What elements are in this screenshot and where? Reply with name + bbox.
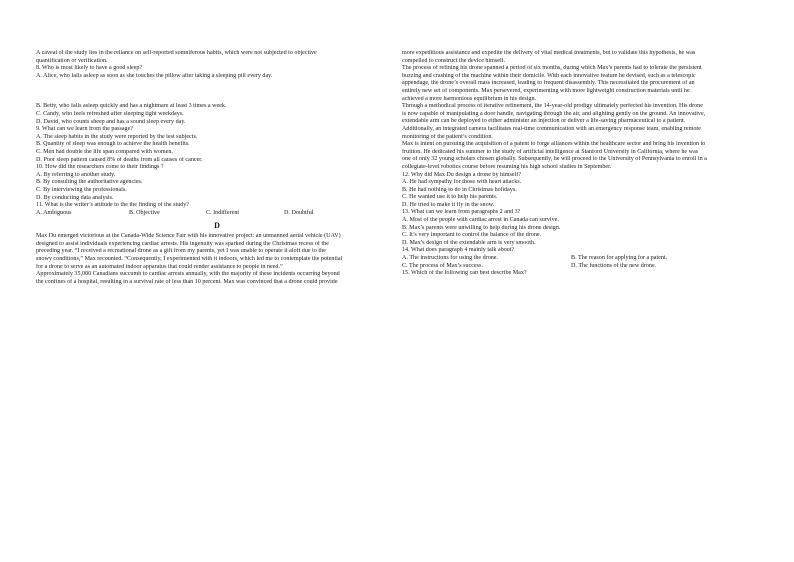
q9-option-a: A. The sleep habits in the study were reported by the test subjects. [36,133,198,140]
q8-option-d: D. David, who counts sheep and has a sound sleep every day. [36,118,186,125]
question-11: 11. What is the writer’s attitude to the the finding of the study? [36,202,190,209]
q11-option-d: D. Doubtful [284,209,314,216]
q14-option-c: C. The process of Max’s success. [402,262,483,269]
passage-line: designed to assist individuals experiencing cardiac arrests. His ingenuity was sparked during the Christmas recess of the [36,240,329,247]
q10-option-c: C. By interviewing the professionals. [36,186,127,193]
passage-line: monitoring of the patient’s condition. [402,133,493,140]
q13-option-d: D. Max’s design of the extendable arm is very smooth. [402,239,536,246]
section-heading-d: D [214,221,220,231]
question-12: 12. Why did Max Du design a drone by himself? [402,171,522,178]
q13-option-b: B. Max’s parents were unwilling to help during his drone design. [402,224,561,231]
passage-line: Approximately 35,000 Canadians succumb to cardiac arrests annually, with the majority of these incidents occurring beyond [36,271,340,278]
question-9: 9. What can we learn from the passage? [36,126,134,133]
question-13: 13. What can we learn from paragraphs 2 and 3? [402,209,521,216]
question-8: 8. Who is most likely to have a good sleep? [36,65,143,72]
q14-options-row-2 [402,263,764,271]
q9-option-b: B. Quantity of sleep was enough to achieve the health benefits. [36,141,190,148]
q12-option-b: B. He had nothing to do in Christmas holidays. [402,186,517,193]
q10-option-d: D. By conducting data analysis. [36,194,114,201]
q11-option-b: B. Objective [129,209,160,216]
q14-option-d: D. The functions of the new drone. [571,262,657,269]
passage-line: collegiate-level robotics course before resuming his high school studies in September. [402,163,612,170]
passage-line: achieved a more harmonious equilibrium in his design. [402,95,537,102]
passage-line: for a drone to serve as an automated indoor apparatus that could render assistance to people in need.” [36,263,283,270]
q12-option-a: A. He had sympathy for those with heart attacks. [402,179,522,186]
passage-line: more expeditious assistance and expedite the delivery of vital medical treatments, but to validate this hypothesis, he was [402,50,696,56]
passage-line: extendable arm can be deployed to either administer an injection or deliver a life-saving pharmaceutical to a patient. [402,118,686,125]
passage-line: Max Du emerged victorious at the Canada-Wide Science Fair with his innovative project: an unmanned aerial vehicle (UAV) [36,233,341,240]
q8-option-a: A. Alice, who falls asleep as soon as she touches the pillow after taking a sleeping pill every day. [36,72,273,79]
passage-line: one of only 32 young scholars chosen globally. Subsequently, he will proceed to the University of Pennsylvania to enroll in a [402,156,707,163]
q11-option-c: C. Indifferent [206,209,240,216]
passage-line: the confines of a hospital, resulting in a survival rate of less than 10 percent. Max was convinced that a drone could provide [36,278,338,285]
left-column [36,50,398,286]
caveat-line-1: A caveat of the study lies in the reliance on self-reported somniferous habits, which were not subjected to objective [36,50,317,56]
passage-line: snowy conditions,” Max recounted. “Consequently, I experimented with it indoors, which led me to contemplate the potential [36,256,343,263]
question-14: 14. What does paragraph 4 mainly talk about? [402,247,515,254]
q10-option-a: A. By referring to another study. [36,171,116,178]
passage-line: buzzing and crashing of the machine within their domicile. With each innovative feature he devised, such as a telescopic [402,72,696,79]
question-10: 10. How did the researchers come to their findings ? [36,164,164,171]
passage-line: is now capable of manipulating a door handle, navigating through the air, and alighting gently on the ground. An innovative, [402,110,706,117]
q8-option-b: B. Betty, who falls asleep quickly and has a nightmare at least 3 times a week. [36,103,227,110]
q11-option-a: A. Ambiguous [36,209,72,216]
passage-line: appendage, the drone’s overall mass increased, leading to frequent disassembly. This necessitated the procurement of an [402,80,695,87]
q14-options-row-1 [402,255,764,263]
passage-line: Max is intent on pursuing the acquisition of a patent to forge alliances within the healthcare sector and bring his invention to [402,141,706,148]
right-column [402,50,764,278]
q11-options-row [36,210,398,218]
q12-option-d: D. He tried to make it fly in the snow. [402,201,495,208]
passage-line: fruition. He dedicated his summer to the study of artificial intelligence at Stanford University in California, where he was [402,148,699,155]
passage-line: preceding year. “I received a recreational drone as a gift from my parents, yet I was unable to operate it aloft due to the [36,248,326,255]
q10-option-b: B. By consulting the authoritative agencies. [36,179,143,186]
passage-line: Through a methodical process of iterative refinement, the 14-year-old prodigy ultimately perfected his invention. His drone [402,103,703,110]
q13-option-c: C. It’s very important to control the balance of the drone. [402,232,542,239]
question-15: 15. Which of the following can best describe Max? [402,270,527,277]
caveat-line-2: quantification or verification. [36,57,108,64]
passage-line: entirely new set of components. Max persevered, experimenting with more lightweight construction materials until he [402,87,690,94]
passage-line: Additionally, an integrated camera facilitates real-time communication with an emergency response team, enabling remote [402,125,701,132]
q14-option-a: A. The instructions for using the drone. [402,255,499,262]
q13-option-a: A. Most of the people with cardiac arrest in Canada can survive. [402,217,559,224]
passage-line: The process of refining his drone spanned a period of six months, during which Max’s parents had to tolerate the persistent [402,65,702,72]
q8-option-c: C. Candy, who feels refreshed after sleeping tight weekdays. [36,110,184,117]
q12-option-c: C. He wanted use it to help his parents. [402,194,498,201]
q9-option-d: D. Poor sleep pattern caused 8% of deaths from all causes of cancer. [36,156,203,163]
q14-option-b: B. The reason for applying for a patent. [571,255,668,262]
q9-option-c: C. Men had double the life span compared with women. [36,148,173,155]
passage-line: compelled to construct the device himself. [402,57,506,64]
